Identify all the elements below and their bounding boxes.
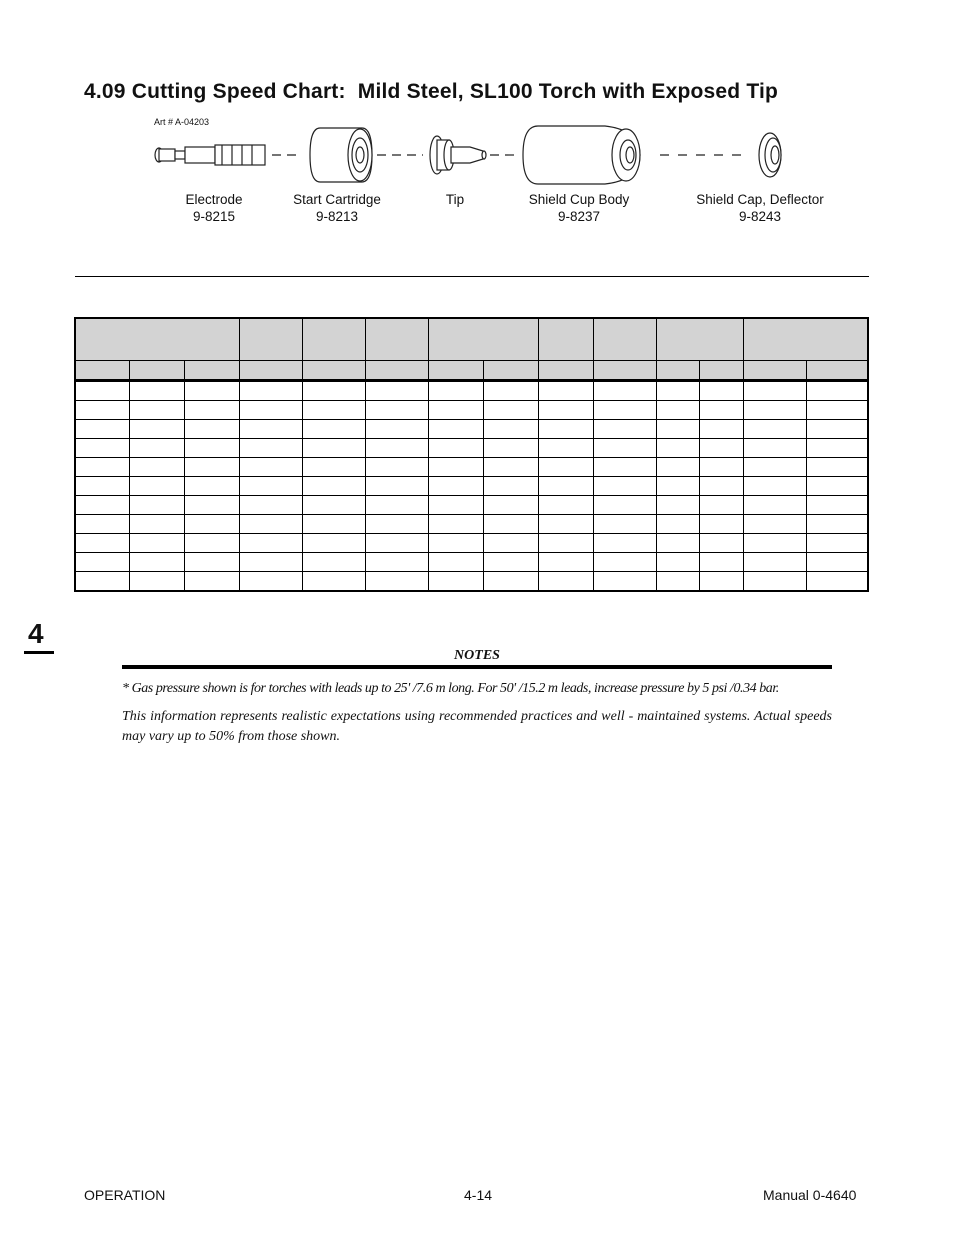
part-name: Electrode [185, 192, 243, 207]
table-cell [483, 534, 538, 553]
table-cell [184, 477, 239, 496]
table-cell [743, 553, 806, 572]
table-cell [184, 553, 239, 572]
table-cell [428, 439, 483, 458]
table-cell [75, 534, 129, 553]
table-cell [538, 496, 593, 515]
part-label-start-cartridge [282, 191, 392, 225]
table-cell [239, 553, 302, 572]
footer-manual-number: Manual 0-4640 [763, 1187, 857, 1203]
table-body [75, 381, 868, 592]
table-cell [75, 458, 129, 477]
table-cell [129, 553, 184, 572]
table-cell [239, 458, 302, 477]
table-cell [302, 381, 365, 401]
table-cell [129, 496, 184, 515]
table-cell [699, 534, 743, 553]
header-cell [538, 318, 593, 361]
table-cell [656, 534, 699, 553]
header-cell [743, 318, 868, 361]
table-cell [75, 439, 129, 458]
table-cell [129, 420, 184, 439]
table-cell [538, 401, 593, 420]
table-row [75, 534, 868, 553]
table-cell [743, 515, 806, 534]
table-cell [656, 420, 699, 439]
table-cell [593, 439, 656, 458]
table-cell [428, 401, 483, 420]
table-cell [428, 458, 483, 477]
table-cell [365, 572, 428, 592]
table-cell [129, 515, 184, 534]
table-cell [743, 381, 806, 401]
table-cell [806, 553, 868, 572]
table-cell [593, 401, 656, 420]
subheader-cell [806, 361, 868, 381]
header-cell [75, 318, 239, 361]
part-name: Shield Cap, Deflector [696, 192, 824, 207]
table-cell [75, 553, 129, 572]
part-number: 9-8237 [557, 209, 601, 224]
table-row [75, 401, 868, 420]
table-cell [806, 439, 868, 458]
table-cell [239, 515, 302, 534]
table-cell [483, 439, 538, 458]
table-row [75, 420, 868, 439]
table-cell [483, 496, 538, 515]
part-label-shield-cup-body [518, 191, 640, 225]
start-cartridge-illustration [310, 128, 372, 182]
chapter-underline [24, 651, 54, 654]
table-cell [129, 401, 184, 420]
part-label-electrode [174, 191, 254, 225]
subheader-cell [656, 361, 699, 381]
footer-section: OPERATION [84, 1187, 166, 1203]
part-label-tip [425, 191, 485, 208]
table-row [75, 381, 868, 401]
subheader-cell [184, 361, 239, 381]
table-cell [743, 420, 806, 439]
table-cell [428, 534, 483, 553]
table-cell [483, 515, 538, 534]
table-cell [428, 420, 483, 439]
table-cell [743, 496, 806, 515]
table-cell [365, 496, 428, 515]
speed-expectation-note: This information represents realistic expectations using recommended practices and well - maintained systems. Actual speeds may vary up to 50% from those shown. [122, 709, 832, 744]
table-cell [483, 553, 538, 572]
table-row [75, 496, 868, 515]
table-cell [699, 515, 743, 534]
part-number: 9-8215 [192, 209, 236, 224]
table-cell [806, 572, 868, 592]
table-cell [593, 381, 656, 401]
table-cell [699, 572, 743, 592]
table-cell [239, 572, 302, 592]
art-number: Art # A-04203 [154, 117, 210, 127]
torch-parts-diagram [140, 120, 800, 200]
table-cell [538, 420, 593, 439]
table-cell [593, 534, 656, 553]
table-cell [184, 458, 239, 477]
table-cell [593, 572, 656, 592]
subheader-cell [75, 361, 129, 381]
table-cell [593, 477, 656, 496]
table-cell [428, 572, 483, 592]
table-cell [302, 534, 365, 553]
header-cell [593, 318, 656, 361]
table-cell [239, 381, 302, 401]
table-row [75, 458, 868, 477]
table-cell [75, 572, 129, 592]
table-cell [239, 439, 302, 458]
table-cell [699, 401, 743, 420]
table-cell [365, 553, 428, 572]
table-cell [428, 477, 483, 496]
table-cell [129, 534, 184, 553]
header-cell [302, 318, 365, 361]
table-cell [302, 439, 365, 458]
table-cell [184, 381, 239, 401]
table-cell [656, 515, 699, 534]
table-cell [75, 381, 129, 401]
table-cell [593, 553, 656, 572]
table-cell [184, 515, 239, 534]
table-cell [806, 401, 868, 420]
subheader-cell [593, 361, 656, 381]
section-divider [75, 276, 869, 277]
table-cell [538, 553, 593, 572]
subheader-cell [483, 361, 538, 381]
table-cell [365, 381, 428, 401]
table-cell [302, 458, 365, 477]
table-cell [656, 572, 699, 592]
table-cell [699, 439, 743, 458]
table-cell [743, 477, 806, 496]
table-cell [365, 534, 428, 553]
chapter-number: 4 [28, 618, 44, 649]
shield-cap-deflector-illustration [759, 133, 781, 177]
table-row [75, 572, 868, 592]
table-cell [75, 515, 129, 534]
table-cell [699, 381, 743, 401]
shield-cup-body-illustration [523, 126, 640, 184]
header-cell [656, 318, 743, 361]
table-cell [365, 439, 428, 458]
table-cell [656, 553, 699, 572]
tip-illustration [430, 136, 486, 174]
table-row [75, 553, 868, 572]
table-cell [656, 381, 699, 401]
table-cell [75, 401, 129, 420]
table-cell [129, 458, 184, 477]
table-cell [538, 515, 593, 534]
table-cell [302, 515, 365, 534]
table-cell [483, 572, 538, 592]
part-name: Start Cartridge [293, 192, 381, 207]
table-cell [184, 572, 239, 592]
table-header-row [75, 318, 868, 361]
table-cell [699, 458, 743, 477]
table-cell [184, 534, 239, 553]
table-cell [365, 401, 428, 420]
table-cell [699, 553, 743, 572]
table-row [75, 515, 868, 534]
table-cell [656, 458, 699, 477]
electrode-illustration [155, 145, 265, 165]
table-cell [129, 572, 184, 592]
subheader-cell [302, 361, 365, 381]
table-cell [239, 534, 302, 553]
table-cell [656, 496, 699, 515]
table-cell [806, 458, 868, 477]
table-cell [699, 496, 743, 515]
table-cell [302, 553, 365, 572]
table-cell [75, 477, 129, 496]
table-cell [428, 496, 483, 515]
table-cell [593, 515, 656, 534]
table-cell [239, 496, 302, 515]
table-cell [483, 458, 538, 477]
table-cell [483, 420, 538, 439]
table-cell [743, 439, 806, 458]
table-cell [184, 439, 239, 458]
notes-heading: NOTES [454, 648, 500, 663]
header-cell [365, 318, 428, 361]
subheader-cell [428, 361, 483, 381]
table-cell [593, 458, 656, 477]
part-name: Shield Cup Body [528, 192, 630, 207]
table-cell [593, 420, 656, 439]
table-cell [538, 534, 593, 553]
notes-divider [122, 665, 832, 669]
table-cell [129, 381, 184, 401]
table-cell [699, 420, 743, 439]
table-cell [806, 477, 868, 496]
subheader-cell [129, 361, 184, 381]
table-cell [538, 572, 593, 592]
table-row [75, 477, 868, 496]
table-subheader-row [75, 361, 868, 381]
table-cell [806, 496, 868, 515]
table-cell [302, 572, 365, 592]
table-cell [428, 381, 483, 401]
table-cell [184, 420, 239, 439]
table-cell [129, 439, 184, 458]
page-title: 4.09 Cutting Speed Chart: Mild Steel, SL100 Torch with Exposed Tip [84, 80, 779, 103]
table-cell [365, 458, 428, 477]
table-cell [302, 496, 365, 515]
table-cell [483, 401, 538, 420]
table-cell [365, 477, 428, 496]
part-name: Tip [445, 192, 465, 207]
table-cell [699, 477, 743, 496]
subheader-cell [743, 361, 806, 381]
table-cell [483, 381, 538, 401]
part-label-shield-cap [686, 191, 834, 225]
table-cell [656, 401, 699, 420]
table-cell [428, 553, 483, 572]
table-cell [129, 477, 184, 496]
table-cell [239, 477, 302, 496]
table-cell [302, 420, 365, 439]
table-cell [184, 496, 239, 515]
table-cell [184, 401, 239, 420]
table-cell [538, 381, 593, 401]
table-cell [593, 496, 656, 515]
table-cell [806, 534, 868, 553]
table-cell [302, 477, 365, 496]
table-cell [806, 381, 868, 401]
subheader-cell [365, 361, 428, 381]
subheader-cell [538, 361, 593, 381]
table-cell [538, 477, 593, 496]
header-cell [239, 318, 302, 361]
table-cell [743, 401, 806, 420]
gas-pressure-note: * Gas pressure shown is for torches with leads up to 25' /7.6 m long. For 50' /15.2 m leads, increase pressure by 5 psi /0.34 bar. [122, 681, 779, 696]
table-cell [656, 439, 699, 458]
table-cell [239, 401, 302, 420]
header-cell [428, 318, 538, 361]
table-row [75, 439, 868, 458]
table-cell [239, 420, 302, 439]
part-number: 9-8243 [738, 209, 782, 224]
table-cell [538, 439, 593, 458]
table-cell [365, 515, 428, 534]
table-cell [743, 458, 806, 477]
table-cell [365, 420, 428, 439]
table-cell [75, 420, 129, 439]
subheader-cell [699, 361, 743, 381]
cutting-speed-table [74, 317, 869, 592]
subheader-cell [239, 361, 302, 381]
table-cell [75, 496, 129, 515]
table-cell [656, 477, 699, 496]
table-cell [743, 534, 806, 553]
table-cell [743, 572, 806, 592]
table-cell [806, 515, 868, 534]
table-cell [428, 515, 483, 534]
table-cell [302, 401, 365, 420]
table-cell [806, 420, 868, 439]
footer-page-number: 4-14 [464, 1187, 493, 1203]
part-number: 9-8213 [315, 209, 359, 224]
table-cell [538, 458, 593, 477]
table-cell [483, 477, 538, 496]
